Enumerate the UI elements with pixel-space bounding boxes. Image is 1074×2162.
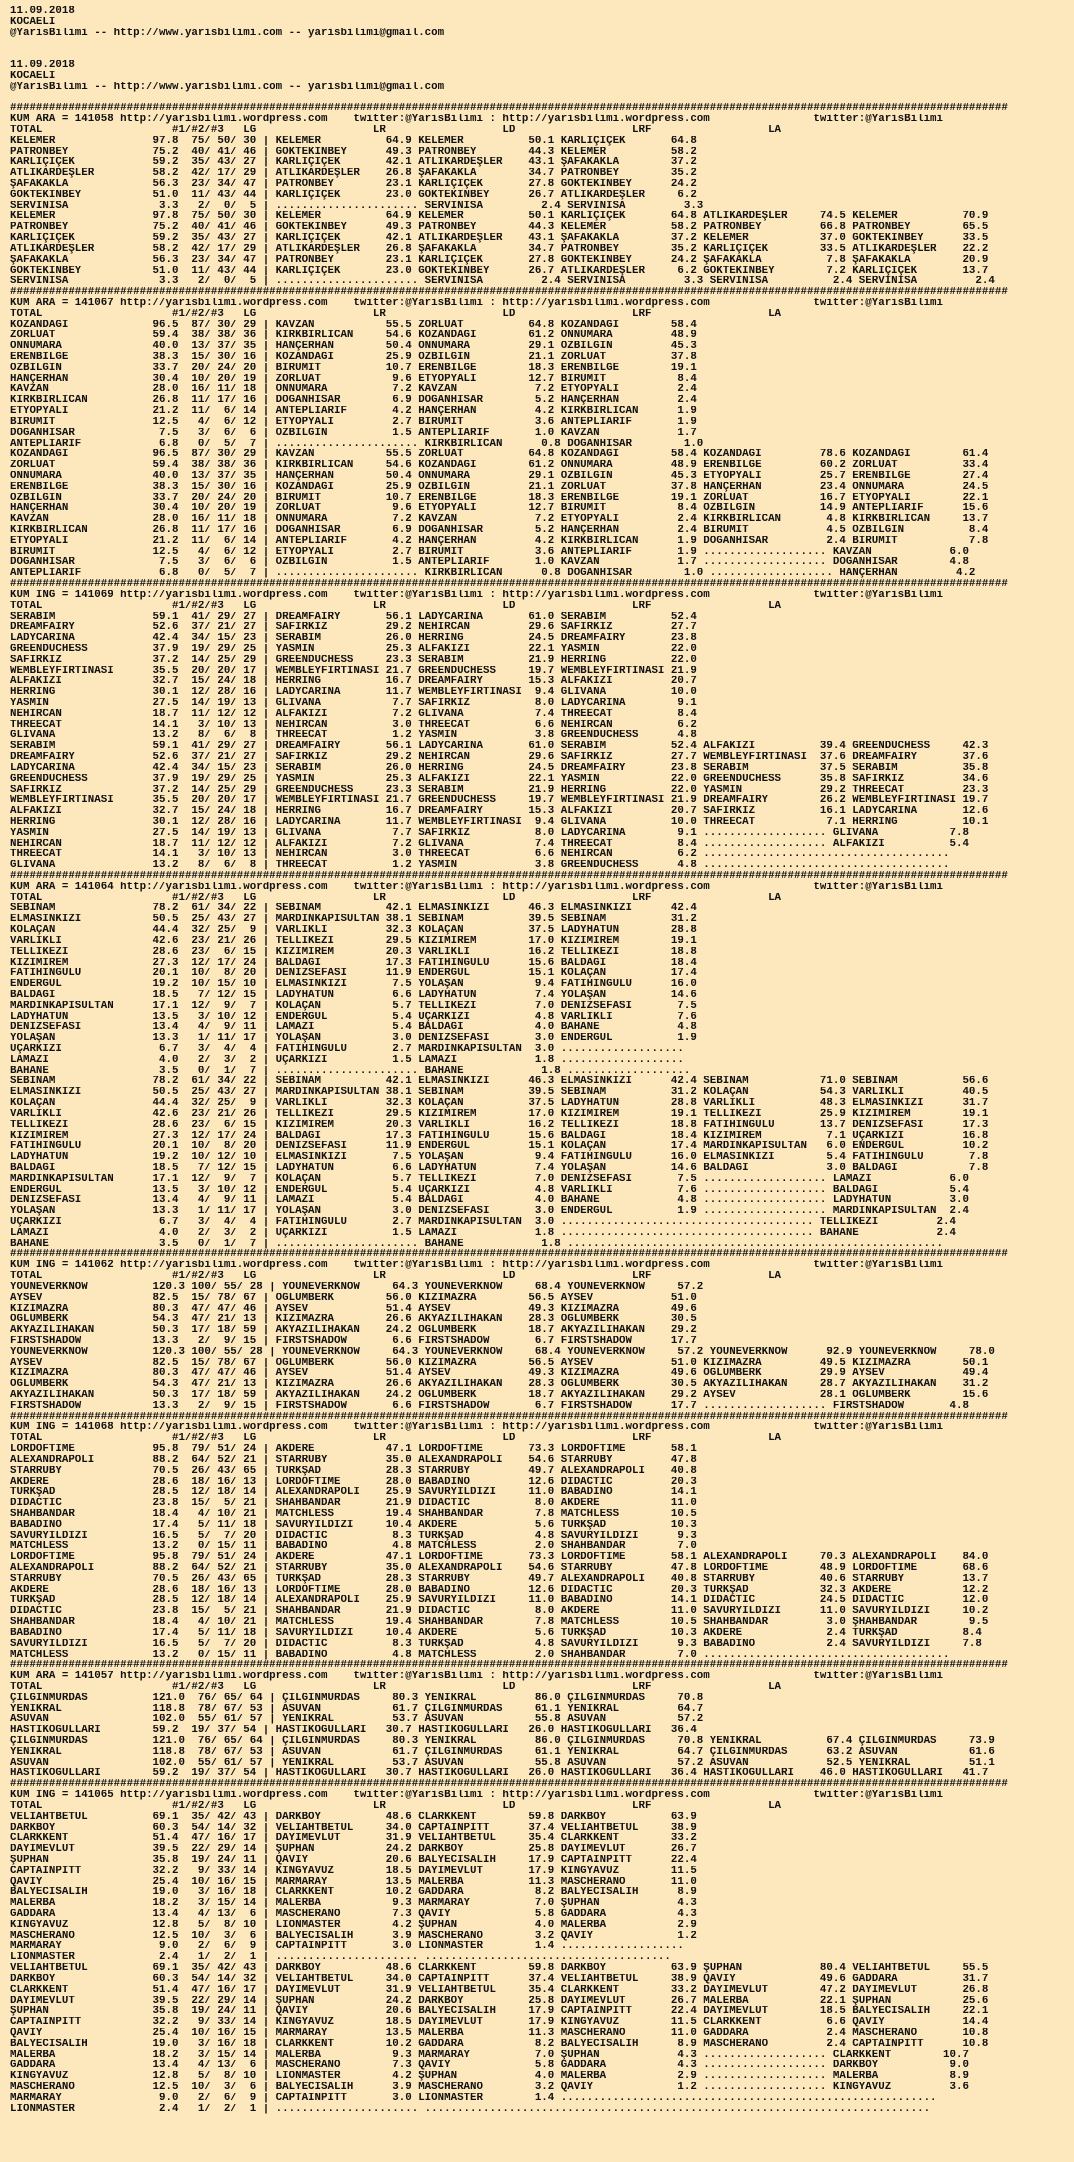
text-line: THREECAT 14.1 3/ 10/ 13 | NEHİRCAN 3.0 THREECAT 6.6 NEHİRCAN 6.2 ...................................... [10,849,950,861]
text-line: AYSEV 82.5 15/ 78/ 67 | OGLUMBERK 56.0 KIZIMAZRA 56.5 AYSEV 51.0 KIZIMAZRA 49.5 KIZIMAZRA 50.1 [10,1357,989,1369]
text-line: KİNGYAVUZ 12.8 5/ 8/ 10 | LIONMASTER 4.2 ŞÜPHAN 4.0 MALERBA 2.9 [10,1919,697,1931]
text-line: @YarisBilimi -- http://www.yarisbilimi.com -- yarisbilimi@gmail.com [10,27,445,39]
text-line: VELİAHTBETÜL 69.1 35/ 42/ 43 | DARKBOY 48.6 CLARKKENT 59.8 DARKBOY 63.9 [10,1811,697,1823]
text-line: ALFAKİZİ 32.7 15/ 24/ 18 | HERRING 16.7 DREAMFAIRY 15.3 ALFAKİZİ 20.7 SAFİRKIZ 16.1 LADYCARINA 12.6 [10,806,989,817]
text-line: NEHİRCAN 18.7 11/ 12/ 12 | ALFAKİZİ 7.2 GLIVANA 7.4 THREECAT 8.4 ................... ALFAKİZİ 5.4 [10,838,969,850]
text-line: SAFİRKIZ 37.2 14/ 25/ 29 | GREENDUCHESS 23.3 SERABİM 21.9 HERRING 22.0 [10,654,697,666]
text-line: ERENBİLGE 38.3 15/ 30/ 16 | KOZANDAĞI 25.9 ÖZBİLGİN 21.1 ZORLUAT 37.8 [10,352,697,363]
race-header: KUM ING = 141065 http://yarisbilimi.wordpress.com twitter:@YarisBilimi : http://yarisbilimi.wordpress.com twitter:@YarisBilimi [10,1790,944,1801]
text-line: BİRUMİT 12.5 4/ 6/ 12 | ETYOPYALI 2.7 BİRUMİT 3.6 ANTEPLİARİF 1.9 ................... KAVZAN 6.0 [10,546,969,558]
text-line: WEMBLEYFIRTINASI 35.5 20/ 20/ 17 | WEMBLEYFIRTINASI 21.7 GREENDUCHESS 19.7 WEMBLEYFIRTINASI 21.9 [10,665,697,677]
text-line: SEBİNAM 78.2 61/ 34/ 22 | SEBİNAM 42.1 ELMASINKIZI 46.3 ELMASINKIZI 42.4 [10,903,697,915]
section-divider: ########################################################################################################################################################## [10,1411,1008,1423]
text-line: QAVIY 25.4 10/ 16/ 15 | MARMARAY 13.5 MALERBA 11.3 MASCHERANO 11.0 GADDARA 2.4 MASCHERANO 10.8 [10,2027,989,2039]
text-line: GADDARA 13.4 4/ 13/ 6 | MASCHERANO 7.3 QAVIY 5.8 GADDARA 4.3 ................... DARKBOY 9.0 [10,2060,969,2072]
section-divider: ########################################################################################################################################################## [10,579,1008,590]
text-line: HASTİKOĞULLARI 59.2 19/ 37/ 54 | HASTİKOĞULLARI 30.7 HASTİKOĞULLARI 26.0 HASTİKOĞULLARI 36.4 HASTİKOĞULLARI 46.0 HASTİKOĞULLARI 41.7 [10,1768,989,1780]
text-line: GÖKTEKİNBEY 51.0 11/ 43/ 44 | KARLIÇİÇEK 23.0 GÖKTEKİNBEY 26.7 ATLIKARDEŞLER 6.2 [10,189,697,201]
text-line: KOZANDAĞI 96.5 87/ 30/ 29 | KAVZAN 55.5 ZORLUAT 64.8 KOZANDAĞI 58.4 KOZANDAĞI 78.6 KOZANDAĞI 61.4 [10,449,989,461]
race-header: KUM ARA = 141057 http://yarisbilimi.wordpress.com twitter:@YarisBilimi : http://yarisbilimi.wordpress.com twitter:@YarisBilimi [10,1671,944,1682]
text-line: ETYOPYALI 21.2 11/ 6/ 14 | ANTEPLİARİF 4.2 HANÇERHAN 4.2 KIRKBİRLİCAN 1.9 [10,406,697,417]
text-line: BALDAGI 18.5 7/ 12/ 15 | LADYHATUN 6.6 LADYHATUN 7.4 YOLAŞAN 14.6 BALDAGI 3.0 BALDAGI 7.8 [10,1162,989,1174]
text-line: LADYHATUN 13.5 3/ 10/ 12 | ENDERGÜL 5.4 UÇARKIZI 4.8 VARLIKLI 7.6 [10,1011,697,1023]
text-line: BALDAGI 18.5 7/ 12/ 15 | LADYHATUN 6.6 LADYHATUN 7.4 YOLAŞAN 14.6 [10,989,697,1001]
text-line: BİRUMİT 12.5 4/ 6/ 12 | ETYOPYALI 2.7 BİRUMİT 3.6 ANTEPLİARİF 1.9 [10,416,697,428]
text-line: SHAHBANDAR 18.4 4/ 10/ 21 | MATCHLESS 19.4 SHAHBANDAR 7.8 MATCHLESS 10.5 [10,1508,697,1520]
text-line: HERRING 30.1 12/ 28/ 16 | LADYCARINA 11.7 WEMBLEYFIRTINASI 9.4 GLIVANA 10.0 THREECAT 7.1 HERRING 10.1 [10,816,989,828]
text-line: SAFİRKIZ 37.2 14/ 25/ 29 | GREENDUCHESS 23.3 SERABİM 21.9 HERRING 22.0 YASMIN 29.2 THREECAT 23.3 [10,784,989,796]
race-header: KUM ARA = 141058 http://yarisbilimi.wordpress.com twitter:@YarisBilimi : http://yarisbilimi.wordpress.com twitter:@YarisBilimi [10,114,944,125]
race-header: KUM ARA = 141064 http://yarisbilimi.wordpress.com twitter:@YarisBilimi : http://yarisbilimi.wordpress.com twitter:@YarisBilimi [10,881,944,893]
text-line: BABADINO 17.4 5/ 11/ 18 | SAVURYILDIZI 10.4 AKDERE 5.6 TURKŞAD 10.3 [10,1519,697,1531]
text-line: CAPTAINPITT 32.2 9/ 33/ 14 | KİNGYAVUZ 18.5 DAYIMEVLÜT 17.9 KİNGYAVUZ 11.5 [10,1865,697,1877]
text-line: STARRUBY 70.5 26/ 43/ 65 | TURKŞAD 28.3 STARRUBY 49.7 ALEXANDRAPOLI 40.8 STARRUBY 40.6 STARRUBY 13.7 [10,1573,989,1585]
text-line: YENİKRAL 118.8 78/ 67/ 53 | ASUVAN 61.7 ÇILGINMURDAS 61.1 YENİKRAL 64.7 [10,1703,704,1715]
text-line: MATCHLESS 13.2 0/ 15/ 11 | BABADINO 4.8 MATCHLESS 2.0 SHAHBANDAR 7.0 [10,1541,697,1553]
text-line: LIONMASTER 2.4 1/ 2/ 1 | ...................... .............................................................................. [10,2103,931,2115]
text-line: TURKŞAD 28.5 12/ 18/ 14 | ALEXANDRAPOLI 25.9 SAVURYILDIZI 11.0 BABADINO 14.1 DİDACTİC 24.5 DİDACTİC 12.0 [10,1595,989,1607]
text-line: ELMASINKIZI 50.5 25/ 43/ 27 | MARDİNKAPISULTAN 38.1 SEBİNAM 39.5 SEBİNAM 31.2 KOLAÇAN 54.3 VARLIKLI 40.5 [10,1087,989,1099]
text-line: TURKŞAD 28.5 12/ 18/ 14 | ALEXANDRAPOLI 25.9 SAVURYILDIZI 11.0 BABADINO 14.1 [10,1487,697,1499]
text-line: YOLAŞAN 13.3 1/ 11/ 17 | YOLAŞAN 3.0 DENİZSEFASI 3.0 ENDERGÜL 1.9 ................... MARDİNKAPISULTAN 2.4 [10,1206,969,1217]
text-line: OGLUMBERK 54.3 47/ 21/ 13 | KIZIMAZRA 26.6 AKYAZILIHAKAN 28.3 OGLUMBERK 30.5 AKYAZILIHAKAN 28.7 AKYAZILIHAKAN 31.2 [10,1379,989,1390]
text-line: LIONMASTER 2.4 1/ 2/ 1 | ...................... ...................................... [10,1952,671,1964]
text-line: LAMAZİ 4.0 2/ 3/ 2 | UÇARKIZI 1.5 LAMAZİ 1.8 ....................................... BAHANE 2.4 [10,1227,956,1239]
text-line: DİDACTİC 23.8 15/ 5/ 21 | SHAHBANDAR 21.9 DİDACTİC 8.0 AKDERE 11.0 SAVURYILDIZI 11.0 SAVURYILDIZI 10.2 [10,1606,989,1618]
text-line: DREAMFAIRY 52.6 37/ 21/ 27 | SAFİRKIZ 29.2 NEHİRCAN 29.6 SAFİRKIZ 27.7 [10,622,697,634]
text-line: KIRKBİRLİCAN 26.8 11/ 17/ 16 | DOĞANHİSAR 6.9 DOĞANHİSAR 5.2 HANÇERHAN 2.4 BİRUMİT 4.5 ÖZBİLGİN 8.4 [10,525,989,536]
text-line: KAVZAN 28.0 16/ 11/ 18 | ONNUMARA 7.2 KAVZAN 7.2 ETYOPYALI 2.4 KIRKBİRLİCAN 4.8 KIRKBİRLİCAN 13.7 [10,514,989,525]
race-header: KUM ING = 141062 http://yarisbilimi.wordpress.com twitter:@YarisBilimi : http://yarisbilimi.wordpress.com twitter:@YarisBilimi [10,1260,944,1272]
text-line: BAHANE 3.5 0/ 1/ 7 | ...................... BAHANE 1.8 .......................................................... [10,1238,944,1250]
text-line: AKYAZILIHAKAN 50.3 17/ 18/ 59 | AKYAZILIHAKAN 24.2 OGLUMBERK 18.7 AKYAZILIHAKAN 29.2 AYSEV 28.1 OGLUMBERK 15.6 [10,1390,989,1401]
text-line: ÇILGINMURDAS 121.0 76/ 65/ 64 | ÇILGINMURDAS 80.3 YENİKRAL 86.0 ÇILGINMURDAS 70.8 YENİKRAL 67.4 ÇILGINMURDAS 73.9 [10,1736,995,1747]
text-line: GLIVANA 13.2 8/ 6/ 8 | THREECAT 1.2 YASMIN 3.8 GREENDUCHESS 4.8 [10,730,697,742]
section-divider: ########################################################################################################################################################## [10,287,1008,298]
text-line: KIZIMİREM 27.3 12/ 17/ 24 | BALDAGI 17.3 FATİHİNGÜLÜ 15.6 BALDAGI 18.4 KIZIMİREM 7.1 UÇARKIZI 16.8 [10,1130,989,1142]
text-line: GREENDUCHESS 37.9 19/ 29/ 25 | YASMIN 25.3 ALFAKİZİ 22.1 YASMIN 22.0 GREENDUCHESS 35.8 SAFİRKIZ 34.6 [10,773,989,785]
text-line: ENDERGÜL 13.5 3/ 10/ 12 | ENDERGÜL 5.4 UÇARKIZI 4.8 VARLIKLI 7.6 ................... BALDAGI 5.4 [10,1184,969,1196]
text-line: HANÇERHAN 30.4 10/ 20/ 19 | ZORLUAT 9.6 ETYOPYALI 12.7 BİRUMİT 8.4 [10,373,697,385]
text-line: VARLIKLI 42.6 23/ 21/ 26 | TELLİKEZİ 29.5 KIZIMİREM 17.0 KIZIMİREM 19.1 [10,935,697,947]
text-line: LADYCARINA 42.4 34/ 15/ 23 | SERABİM 26.0 HERRING 24.5 DREAMFAIRY 23.8 [10,633,697,644]
text-line: ÇILGINMURDAS 121.0 76/ 65/ 64 | ÇILGINMURDAS 80.3 YENİKRAL 86.0 ÇILGINMURDAS 70.8 [10,1692,704,1704]
text-line: FATİHİNGÜLÜ 20.1 10/ 8/ 20 | DENİZSEFASI 11.9 ENDERGÜL 15.1 KOLAÇAN 17.4 MARDİNKAPISULTAN 6.0 ENDERGÜL 10.2 [10,1141,989,1153]
text-line: PATRONBEY 75.2 40/ 41/ 46 | GÖKTEKİNBEY 49.3 PATRONBEY 44.3 KELEMER 58.2 [10,146,697,158]
race-header: KUM ARA = 141067 http://yarisbilimi.wordpress.com twitter:@YarisBilimi : http://yarisbilimi.wordpress.com twitter:@YarisBilimi [10,297,944,309]
text-line: MARMARAY 9.0 2/ 6/ 9 | CAPTAINPITT 3.0 LIONMASTER 1.4 ................... [10,1941,684,1953]
text-line: KIZIMİREM 27.3 12/ 17/ 24 | BALDAGI 17.3 FATİHİNGÜLÜ 15.6 BALDAGI 18.4 [10,957,697,969]
section-divider: ########################################################################################################################################################## [10,103,1008,115]
text-line: ŞAFAKAKLA 56.3 23/ 34/ 47 | PATRONBEY 23.1 KARLIÇİÇEK 27.8 GÖKTEKİNBEY 24.2 ŞAFAKAKLA 7.8 ŞAFAKAKLA 20.9 [10,254,989,266]
column-header: TOTAL #1/#2/#3 LG LR LD LRF LA [10,1271,782,1282]
text-line: GADDARA 13.4 4/ 13/ 6 | MASCHERANO 7.3 QAVIY 5.8 GADDARA 4.3 [10,1909,697,1920]
text-line: AKYAZILIHAKAN 50.3 17/ 18/ 59 | AKYAZILIHAKAN 24.2 OGLUMBERK 18.7 AKYAZILIHAKAN 29.2 [10,1325,697,1336]
text-line: DREAMFAIRY 52.6 37/ 21/ 27 | SAFİRKIZ 29.2 NEHİRCAN 29.6 SAFİRKIZ 27.7 WEMBLEYFIRTINASI 37.6 DREAMFAIRY 37.6 [10,752,989,763]
text-line: SEBİNAM 78.2 61/ 34/ 22 | SEBİNAM 42.1 ELMASINKIZI 46.3 ELMASINKIZI 42.4 SEBİNAM 71.0 SEBİNAM 56.6 [10,1076,989,1088]
text-line: YASMIN 27.5 14/ 19/ 13 | GLIVANA 7.7 SAFİRKIZ 8.0 LADYCARINA 9.1 [10,698,697,709]
text-line: 11.09.2018 [10,6,75,17]
text-line: BALYECISALİH 19.0 3/ 16/ 18 | CLARKKENT 10.2 GADDARA 8.2 BALYECISALİH 8.9 MASCHERANO 2.4 CAPTAINPITT 10.8 [10,2038,989,2050]
text-line: KIZIMAZRA 80.3 47/ 47/ 46 | AYSEV 51.4 AYSEV 49.3 KIZIMAZRA 49.6 [10,1303,697,1315]
text-line: MASCHERANO 12.5 10/ 3/ 6 | BALYECISALİH 3.9 MASCHERANO 3.2 QAVIY 1.2 ................... KİNGYAVUZ 3.6 [10,2082,969,2093]
text-line: KIRKBİRLİCAN 26.8 11/ 17/ 16 | DOĞANHİSAR 6.9 DOĞANHİSAR 5.2 HANÇERHAN 2.4 [10,395,697,407]
text-line: LORDOFTIME 95.8 79/ 51/ 24 | AKDERE 47.1 LORDOFTIME 73.3 LORDOFTIME 58.1 ALEXANDRAPOLI 70.3 ALEXANDRAPOLI 84.0 [10,1552,989,1563]
text-line: KOZANDAĞI 96.5 87/ 30/ 29 | KAVZAN 55.5 ZORLUAT 64.8 KOZANDAĞI 58.4 [10,319,697,331]
blank-line [10,49,1070,60]
blank-line [10,93,1070,104]
text-line: ZORLUAT 59.4 38/ 38/ 36 | KIRKBİRLİCAN 54.6 KOZANDAĞI 61.2 ONNUMARA 48.9 ERENBİLGE 60.2 ZORLUAT 33.4 [10,460,989,471]
text-line: DARKBOY 60.3 54/ 14/ 32 | VELİAHTBETÜL 34.0 CAPTAINPITT 37.4 VELİAHTBETÜL 38.9 QAVIY 49.6 GADDARA 31.7 [10,1973,989,1985]
text-line: SHAHBANDAR 18.4 4/ 10/ 21 | MATCHLESS 19.4 SHAHBANDAR 7.8 MATCHLESS 10.5 SHAHBANDAR 3.0 ŞHAHBANDAR 9.5 [10,1617,989,1628]
text-line: SAVURYILDIZI 16.5 5/ 7/ 20 | DİDACTİC 8.3 TURKŞAD 4.8 SAVURYILDIZI 9.3 BABADINO 2.4 SAVURYILDIZI 7.8 [10,1638,982,1650]
text-line: ŞÜPHAN 35.8 19/ 24/ 11 | QAVIY 20.6 BALYECISALİH 17.9 CAPTAINPITT 22.4 DAYIMEVLÜT 18.5 BALYECISALİH 22.1 [10,2006,989,2018]
text-line: FATİHİNGÜLÜ 20.1 10/ 8/ 20 | DENİZSEFASI 11.9 ENDERGÜL 15.1 KOLAÇAN 17.4 [10,968,697,980]
text-line: VELİAHTBETÜL 69.1 35/ 42/ 43 | DARKBOY 48.6 CLARKKENT 59.8 DARKBOY 63.9 ŞÜPHAN 80.4 VELİAHTBETÜL 55.5 [10,1963,989,1974]
text-line: KELEMER 97.8 75/ 50/ 30 | KELEMER 64.9 KELEMER 50.1 KARLIÇİÇEK 64.8 [10,135,697,147]
text-line: ANTEPLİARİF 6.8 0/ 5/ 7 | ...................... KIRKBİRLİCAN 0.8 DOĞANHİSAR 1.0 ................... HANÇERHAN 4.2 [10,568,976,580]
text-line: ENDERGÜL 19.2 10/ 15/ 10 | ELMASINKIZI 7.5 YOLAŞAN 9.4 FATİHİNGÜLÜ 16.0 [10,979,697,990]
text-line: KAVZAN 28.0 16/ 11/ 18 | ONNUMARA 7.2 KAVZAN 7.2 ETYOPYALI 2.4 [10,384,697,396]
text-line: GLIVANA 13.2 8/ 6/ 8 | THREECAT 1.2 YASMIN 3.8 GREENDUCHESS 4.8 ...................................... [10,860,950,871]
text-line: SERABİM 59.1 41/ 29/ 27 | DREAMFAIRY 56.1 LADYCARINA 61.0 SERABİM 52.4 ALFAKİZİ 39.4 GREENDUCHESS 42.3 [10,741,989,753]
text-line: KELEMER 97.8 75/ 50/ 30 | KELEMER 64.9 KELEMER 50.1 KARLIÇİÇEK 64.8 ATLIKARDEŞLER 74.5 KELEMER 70.9 [10,211,989,223]
section-divider: ########################################################################################################################################################## [10,1249,1008,1261]
column-header: TOTAL #1/#2/#3 LG LR LD LRF LA [10,892,782,904]
text-line: FIRSTSHADOW 13.3 2/ 9/ 15 | FIRSTSHADOW 6.6 FIRSTSHADOW 6.7 FIRSTSHADOW 17.7 [10,1335,697,1347]
text-line: ÖZBİLGİN 33.7 20/ 24/ 20 | BİRUMİT 10.7 ERENBİLGE 18.3 ERENBİLGE 19.1 [10,362,697,374]
text-line: WEMBLEYFIRTINASI 35.5 20/ 20/ 17 | WEMBLEYFIRTINASI 21.7 GREENDUCHESS 19.7 WEMBLEYFIRTINASI 21.9 DREAMFAIRY 26.2 WEMBLEYFIRTINASI 19.7 [10,795,989,807]
text-line: ASUVAN 102.0 55/ 61/ 57 | YENİKRAL 53.7 ASUVAN 55.8 ASUVAN 57.2 ASUVAN 52.5 YENİKRAL 51.1 [10,1757,995,1769]
text-line: HERRING 30.1 12/ 28/ 16 | LADYCARINA 11.7 WEMBLEYFIRTINASI 9.4 GLIVANA 10.0 [10,687,697,698]
column-header: TOTAL #1/#2/#3 LG LR LD LRF LA [10,1433,782,1445]
text-line: AKDERE 28.6 18/ 16/ 13 | LORDOFTIME 28.0 BABADINO 12.6 DİDACTİC 20.3 TURKŞAD 32.3 AKDERE 12.2 [10,1584,989,1596]
race-header: KUM ING = 141068 http://yarisbilimi.wordpress.com twitter:@YarisBilimi : http://yarisbilimi.wordpress.com twitter:@YarisBilimi [10,1422,944,1434]
text-line: GREENDUCHESS 37.9 19/ 29/ 25 | YASMIN 25.3 ALFAKİZİ 22.1 YASMIN 22.0 [10,643,697,655]
column-header: TOTAL #1/#2/#3 LG LR LD LRF LA [10,600,782,612]
text-line: ŞÜPHAN 35.8 19/ 24/ 11 | QAVIY 20.6 BALYECISALİH 17.9 CAPTAINPITT 22.4 [10,1854,697,1866]
text-line: NEHİRCAN 18.7 11/ 12/ 12 | ALFAKİZİ 7.2 GLIVANA 7.4 THREECAT 8.4 [10,708,697,720]
text-line: HASTİKOĞULLARI 59.2 19/ 37/ 54 | HASTİKOĞULLARI 30.7 HASTİKOĞULLARI 26.0 HASTİKOĞULLARI 36.4 [10,1725,697,1736]
text-line: SERABİM 59.1 41/ 29/ 27 | DREAMFAIRY 56.1 LADYCARINA 61.0 SERABİM 52.4 [10,611,697,623]
text-line: ATLIKARDEŞLER 58.2 42/ 17/ 29 | ATLIKARDEŞLER 26.8 ŞAFAKAKLA 34.7 PATRONBEY 35.2 KARLIÇİÇEK 33.5 ATLIKARDEŞLER 22.2 [10,243,989,255]
text-line: MALERBA 18.2 3/ 15/ 14 | MALERBA 9.3 MARMARAY 7.0 ŞÜPHAN 4.3 ................... CLARKKENT 10.7 [10,2049,969,2061]
text-line: THREECAT 14.1 3/ 10/ 13 | NEHİRCAN 3.0 THREECAT 6.6 NEHİRCAN 6.2 [10,719,697,731]
blank-line [10,38,1070,49]
text-line: UÇARKIZI 6.7 3/ 4/ 4 | FATİHİNGÜLÜ 2.7 MARDİNKAPISULTAN 3.0 ....................................... TELLİKEZİ 2.4 [10,1217,956,1228]
text-line: ELMASINKIZI 50.5 25/ 43/ 27 | MARDİNKAPISULTAN 38.1 SEBİNAM 39.5 SEBİNAM 31.2 [10,914,697,926]
text-line: ÖZBİLGİN 33.7 20/ 24/ 20 | BİRUMİT 10.7 ERENBİLGE 18.3 ERENBİLGE 19.1 ZORLUAT 16.7 ETYOPYALI 22.1 [10,492,989,504]
race-analysis-text [10,6,1070,2114]
text-line: TELLİKEZİ 28.6 23/ 6/ 15 | KIZIMİREM 20.3 VARLIKLI 16.2 TELLİKEZİ 18.8 [10,946,697,958]
text-line: ETYOPYALI 21.2 11/ 6/ 14 | ANTEPLİARİF 4.2 HANÇERHAN 4.2 KIRKBİRLİCAN 1.9 DOĞANHİSAR 2.4 BİRUMİT 7.8 [10,535,989,547]
text-line: ASUVAN 102.0 55/ 61/ 57 | YENİKRAL 53.7 ASUVAN 55.8 ASUVAN 57.2 [10,1714,704,1726]
text-line: FIRSTSHADOW 13.3 2/ 9/ 15 | FIRSTSHADOW 6.6 FIRSTSHADOW 6.7 FIRSTSHADOW 17.7 ................... FIRSTSHADOW 4.8 [10,1400,969,1412]
text-line: VARLIKLI 42.6 23/ 21/ 26 | TELLİKEZİ 29.5 KIZIMİREM 17.0 KIZIMİREM 19.1 TELLİKEZİ 25.9 KIZIMİREM 19.1 [10,1108,989,1120]
text-line: DİDACTİC 23.8 15/ 5/ 21 | SHAHBANDAR 21.9 DİDACTİC 8.0 AKDERE 11.0 [10,1498,697,1509]
text-line: BABADINO 17.4 5/ 11/ 18 | SAVURYILDIZI 10.4 AKDERE 5.6 TURKŞAD 10.3 AKDERE 2.4 TURKŞAD 8.4 [10,1627,982,1639]
text-line: DENİZSEFASI 13.4 4/ 9/ 11 | LAMAZİ 5.4 BALDAGI 4.0 BAHANE 4.8 [10,1022,697,1034]
text-line: KOLAÇAN 44.4 32/ 25/ 9 | VARLIKLI 32.3 KOLAÇAN 37.5 LADYHATUN 28.8 VARLIKLI 48.3 ELMASINKIZI 31.7 [10,1098,989,1109]
text-line: ZORLUAT 59.4 38/ 38/ 36 | KIRKBİRLİCAN 54.6 KOZANDAĞI 61.2 ONNUMARA 48.9 [10,330,697,342]
text-line: ATLIKARDEŞLER 58.2 42/ 17/ 29 | ATLIKARDEŞLER 26.8 ŞAFAKAKLA 34.7 PATRONBEY 35.2 [10,168,697,179]
text-line: CLARKKENT 51.4 47/ 16/ 17 | DAYIMEVLÜT 31.9 VELİAHTBETÜL 35.4 CLARKKENT 33.2 [10,1833,697,1845]
text-line: MASCHERANO 12.5 10/ 3/ 6 | BALYECISALİH 3.9 MASCHERANO 3.2 QAVIY 1.2 [10,1930,697,1942]
text-line: ALFAKİZİ 32.7 15/ 24/ 18 | HERRING 16.7 DREAMFAIRY 15.3 ALFAKİZİ 20.7 [10,676,697,688]
text-line: ALEXANDRAPOLI 88.2 64/ 52/ 21 | STARRUBY 35.0 ALEXANDRAPOLI 54.6 STARRUBY 47.8 [10,1454,697,1466]
text-line: YOLAŞAN 13.3 1/ 11/ 17 | YOLAŞAN 3.0 DENİZSEFASI 3.0 ENDERGÜL 1.9 [10,1033,697,1044]
text-line: MARDİNKAPISULTAN 17.1 12/ 9/ 7 | KOLAÇAN 5.7 TELLİKEZİ 7.0 DENİZSEFASI 7.5 [10,1000,697,1012]
text-line: DOĞANHİSAR 7.5 3/ 6/ 6 | ÖZBİLGİN 1.5 ANTEPLİARİF 1.0 KAVZAN 1.7 [10,427,697,439]
text-line: MARMARAY 9.0 2/ 6/ 9 | CAPTAINPITT 3.0 LIONMASTER 1.4 .......................................................... [10,2092,937,2104]
text-line: KOCAELİ [10,16,56,28]
text-line: KİNGYAVUZ 12.8 5/ 8/ 10 | LIONMASTER 4.2 ŞÜPHAN 4.0 MALERBA 2.9 ................... MALERBA 8.9 [10,2071,969,2082]
text-line: STARRUBY 70.5 26/ 43/ 65 | TURKŞAD 28.3 STARRUBY 49.7 ALEXANDRAPOLI 40.8 [10,1465,697,1477]
text-line: YASMIN 27.5 14/ 19/ 13 | GLIVANA 7.7 SAFİRKIZ 8.0 LADYCARINA 9.1 ................... GLIVANA 7.8 [10,827,969,839]
text-line: DOĞANHİSAR 7.5 3/ 6/ 6 | ÖZBİLGİN 1.5 ANTEPLİARİF 1.0 KAVZAN 1.7 ................... DOĞANHİSAR 4.8 [10,557,969,569]
text-line: KOLAÇAN 44.4 32/ 25/ 9 | VARLIKLI 32.3 KOLAÇAN 37.5 LADYHATUN 28.8 [10,925,697,936]
text-line: TELLİKEZİ 28.6 23/ 6/ 15 | KIZIMİREM 20.3 VARLIKLI 16.2 TELLİKEZİ 18.8 FATİHİNGÜLÜ 13.7 DENİZSEFASI 17.3 [10,1119,989,1131]
text-line: ALEXANDRAPOLI 88.2 64/ 52/ 21 | STARRUBY 35.0 ALEXANDRAPOLI 54.6 STARRUBY 47.8 LORDOFTIME 48.9 LORDOFTIME 68.6 [10,1563,989,1574]
text-line: AKDERE 28.6 18/ 16/ 13 | LORDOFTIME 28.0 BABADINO 12.6 DİDACTİC 20.3 [10,1476,697,1488]
section-divider: ########################################################################################################################################################## [10,1660,1008,1672]
text-line: LADYCARINA 42.4 34/ 15/ 23 | SERABİM 26.0 HERRING 24.5 DREAMFAIRY 23.8 SERABİM 37.5 SERABİM 35.8 [10,762,989,774]
text-line: DENİZSEFASI 13.4 4/ 9/ 11 | LAMAZİ 5.4 BALDAGI 4.0 BAHANE 4.8 ................... LADYHATUN 3.0 [10,1195,969,1207]
text-line: 11.09.2018 [10,60,75,71]
race-header: KUM ING = 141069 http://yarisbilimi.wordpress.com twitter:@YarisBilimi : http://yarisbilimi.wordpress.com twitter:@YarisBilimi [10,589,944,601]
column-header: TOTAL #1/#2/#3 LG LR LD LRF LA [10,1800,782,1812]
text-line: GÖKTEKİNBEY 51.0 11/ 43/ 44 | KARLIÇİÇEK 23.0 GÖKTEKİNBEY 26.7 ATLIKARDEŞLER 6.2 GÖKTEKİNBEY 7.2 KARLIÇİÇEK 13.7 [10,265,989,277]
text-line: BAHANE 3.5 0/ 1/ 7 | ...................... BAHANE 1.8 ................... [10,1065,691,1077]
text-line: @YarisBilimi -- http://www.yarisbilimi.com -- yarisbilimi@gmail.com [10,81,445,93]
text-line: ONNUMARA 40.0 13/ 37/ 35 | HANÇERHAN 50.4 ONNUMARA 29.1 ÖZBİLGİN 45.3 ETYOPYALI 25.7 ERENBİLGE 27.4 [10,470,989,482]
text-line: YOUNEVERKNOW 120.3 100/ 55/ 28 | YOUNEVERKNOW 64.3 YOUNEVERKNOW 68.4 YOUNEVERKNOW 57.2 YOUNEVERKNOW 92.9 YOUNEVERKNOW 78.0 [10,1346,995,1358]
text-line: OGLUMBERK 54.3 47/ 21/ 13 | KIZIMAZRA 26.6 AKYAZILIHAKAN 28.3 OGLUMBERK 30.5 [10,1314,697,1326]
text-line: YENİKRAL 118.8 78/ 67/ 53 | ASUVAN 61.7 ÇILGINMURDAS 61.1 YENİKRAL 64.7 ÇILGINMURDAS 63.2 ASUVAN 61.6 [10,1746,995,1758]
text-line: MARDİNKAPISULTAN 17.1 12/ 9/ 7 | KOLAÇAN 5.7 TELLİKEZİ 7.0 DENİZSEFASI 7.5 ................... LAMAZİ 6.0 [10,1173,969,1185]
column-header: TOTAL #1/#2/#3 LG LR LD LRF LA [10,124,782,136]
column-header: TOTAL #1/#2/#3 LG LR LD LRF LA [10,308,782,320]
text-line: ŞAFAKAKLA 56.3 23/ 34/ 47 | PATRONBEY 23.1 KARLIÇİÇEK 27.8 GÖKTEKİNBEY 24.2 [10,179,697,190]
text-line: LORDOFTIME 95.8 79/ 51/ 24 | AKDERE 47.1 LORDOFTIME 73.3 LORDOFTIME 58.1 [10,1444,697,1455]
text-line: CAPTAINPITT 32.2 9/ 33/ 14 | KİNGYAVUZ 18.5 DAYIMEVLÜT 17.9 KİNGYAVUZ 11.5 CLARKKENT 6.6 QAVIY 14.4 [10,2017,989,2028]
text-line: ANTEPLİARİF 6.8 0/ 5/ 7 | ...................... KIRKBİRLİCAN 0.8 DOĞANHİSAR 1.0 [10,438,704,450]
text-line: PATRONBEY 75.2 40/ 41/ 46 | GÖKTEKİNBEY 49.3 PATRONBEY 44.3 KELEMER 58.2 PATRONBEY 66.8 PATRONBEY 65.5 [10,222,989,234]
text-line: SERVİNİSA 3.3 2/ 0/ 5 | ...................... SERVİNİSA 2.4 SERVİNİSA 3.3 [10,200,704,212]
text-line: HANÇERHAN 30.4 10/ 20/ 19 | ZORLUAT 9.6 ETYOPYALI 12.7 BİRUMİT 8.4 ÖZBİLGİN 14.9 ANTEPLİARİF 15.6 [10,503,989,515]
text-line: SAVURYILDIZI 16.5 5/ 7/ 20 | DİDACTİC 8.3 TURKŞAD 4.8 SAVURYILDIZI 9.3 [10,1530,697,1542]
section-divider: ########################################################################################################################################################## [10,871,1008,882]
text-line: KARLIÇİÇEK 59.2 35/ 43/ 27 | KARLIÇİÇEK 42.1 ATLIKARDEŞLER 43.1 ŞAFAKAKLA 37.2 KELEMER 37.0 GÖKTEKİNBEY 33.5 [10,233,989,244]
text-line: BALYECISALİH 19.0 3/ 16/ 18 | CLARKKENT 10.2 GADDARA 8.2 BALYECISALİH 8.9 [10,1887,697,1899]
text-line: SERVİNİSA 3.3 2/ 0/ 5 | ...................... SERVİNİSA 2.4 SERVİNİSA 3.3 SERVİNİSA 2.4 SERVİNİSA 2.4 [10,276,995,288]
text-line: AYSEV 82.5 15/ 78/ 67 | OGLUMBERK 56.0 KIZIMAZRA 56.5 AYSEV 51.0 [10,1292,697,1304]
text-line: YOUNEVERKNOW 120.3 100/ 55/ 28 | YOUNEVERKNOW 64.3 YOUNEVERKNOW 68.4 YOUNEVERKNOW 57.2 [10,1281,704,1293]
section-divider: ########################################################################################################################################################## [10,1779,1008,1791]
text-line: LAMAZİ 4.0 2/ 3/ 2 | UÇARKIZI 1.5 LAMAZİ 1.8 ................... [10,1054,684,1066]
text-line: CLARKKENT 51.4 47/ 16/ 17 | DAYIMEVLÜT 31.9 VELİAHTBETÜL 35.4 CLARKKENT 33.2 DAYIMEVLÜT 47.2 DAYIMEVLÜT 26.8 [10,1984,989,1996]
text-line: UÇARKIZI 6.7 3/ 4/ 4 | FATİHİNGÜLÜ 2.7 MARDİNKAPISULTAN 3.0 ................... [10,1044,684,1055]
text-line: MATCHLESS 13.2 0/ 15/ 11 | BABADINO 4.8 MATCHLESS 2.0 SHAHBANDAR 7.0 ...................................... [10,1649,950,1661]
text-line: MALERBA 18.2 3/ 15/ 14 | MALERBA 9.3 MARMARAY 7.0 ŞÜPHAN 4.3 [10,1898,697,1909]
text-line: DAYIMEVLÜT 39.5 22/ 29/ 14 | ŞÜPHAN 24.2 DARKBOY 25.8 DAYIMEVLÜT 26.7 MALERBA 22.1 ŞÜPHAN 25.6 [10,1995,989,2007]
text-line: ONNUMARA 40.0 13/ 37/ 35 | HANÇERHAN 50.4 ONNUMARA 29.1 ÖZBİLGİN 45.3 [10,341,697,352]
column-header: TOTAL #1/#2/#3 LG LR LD LRF LA [10,1681,782,1693]
text-line: KARLIÇİÇEK 59.2 35/ 43/ 27 | KARLIÇİÇEK 42.1 ATLIKARDEŞLER 43.1 ŞAFAKAKLA 37.2 [10,157,697,169]
text-line: LADYHATUN 19.2 10/ 12/ 10 | ELMASINKIZI 7.5 YOLAŞAN 9.4 FATİHİNGÜLÜ 16.0 ELMASINKIZI 5.4 FATİHİNGÜLÜ 7.8 [10,1152,989,1163]
text-line: ERENBİLGE 38.3 15/ 30/ 16 | KOZANDAĞI 25.9 ÖZBİLGİN 21.1 ZORLUAT 37.8 HANÇERHAN 23.4 ONNUMARA 24.5 [10,481,989,493]
text-line: KIZIMAZRA 80.3 47/ 47/ 46 | AYSEV 51.4 AYSEV 49.3 KIZIMAZRA 49.6 OGLUMBERK 29.9 AYSEV 49.4 [10,1368,989,1380]
text-line: KOCAELİ [10,70,56,82]
text-line: DARKBOY 60.3 54/ 14/ 32 | VELİAHTBETÜL 34.0 CAPTAINPITT 37.4 VELİAHTBETÜL 38.9 [10,1822,697,1834]
text-line: QAVIY 25.4 10/ 16/ 15 | MARMARAY 13.5 MALERBA 11.3 MASCHERANO 11.0 [10,1876,697,1888]
text-line: DAYIMEVLÜT 39.5 22/ 29/ 14 | ŞÜPHAN 24.2 DARKBOY 25.8 DAYIMEVLÜT 26.7 [10,1844,697,1855]
